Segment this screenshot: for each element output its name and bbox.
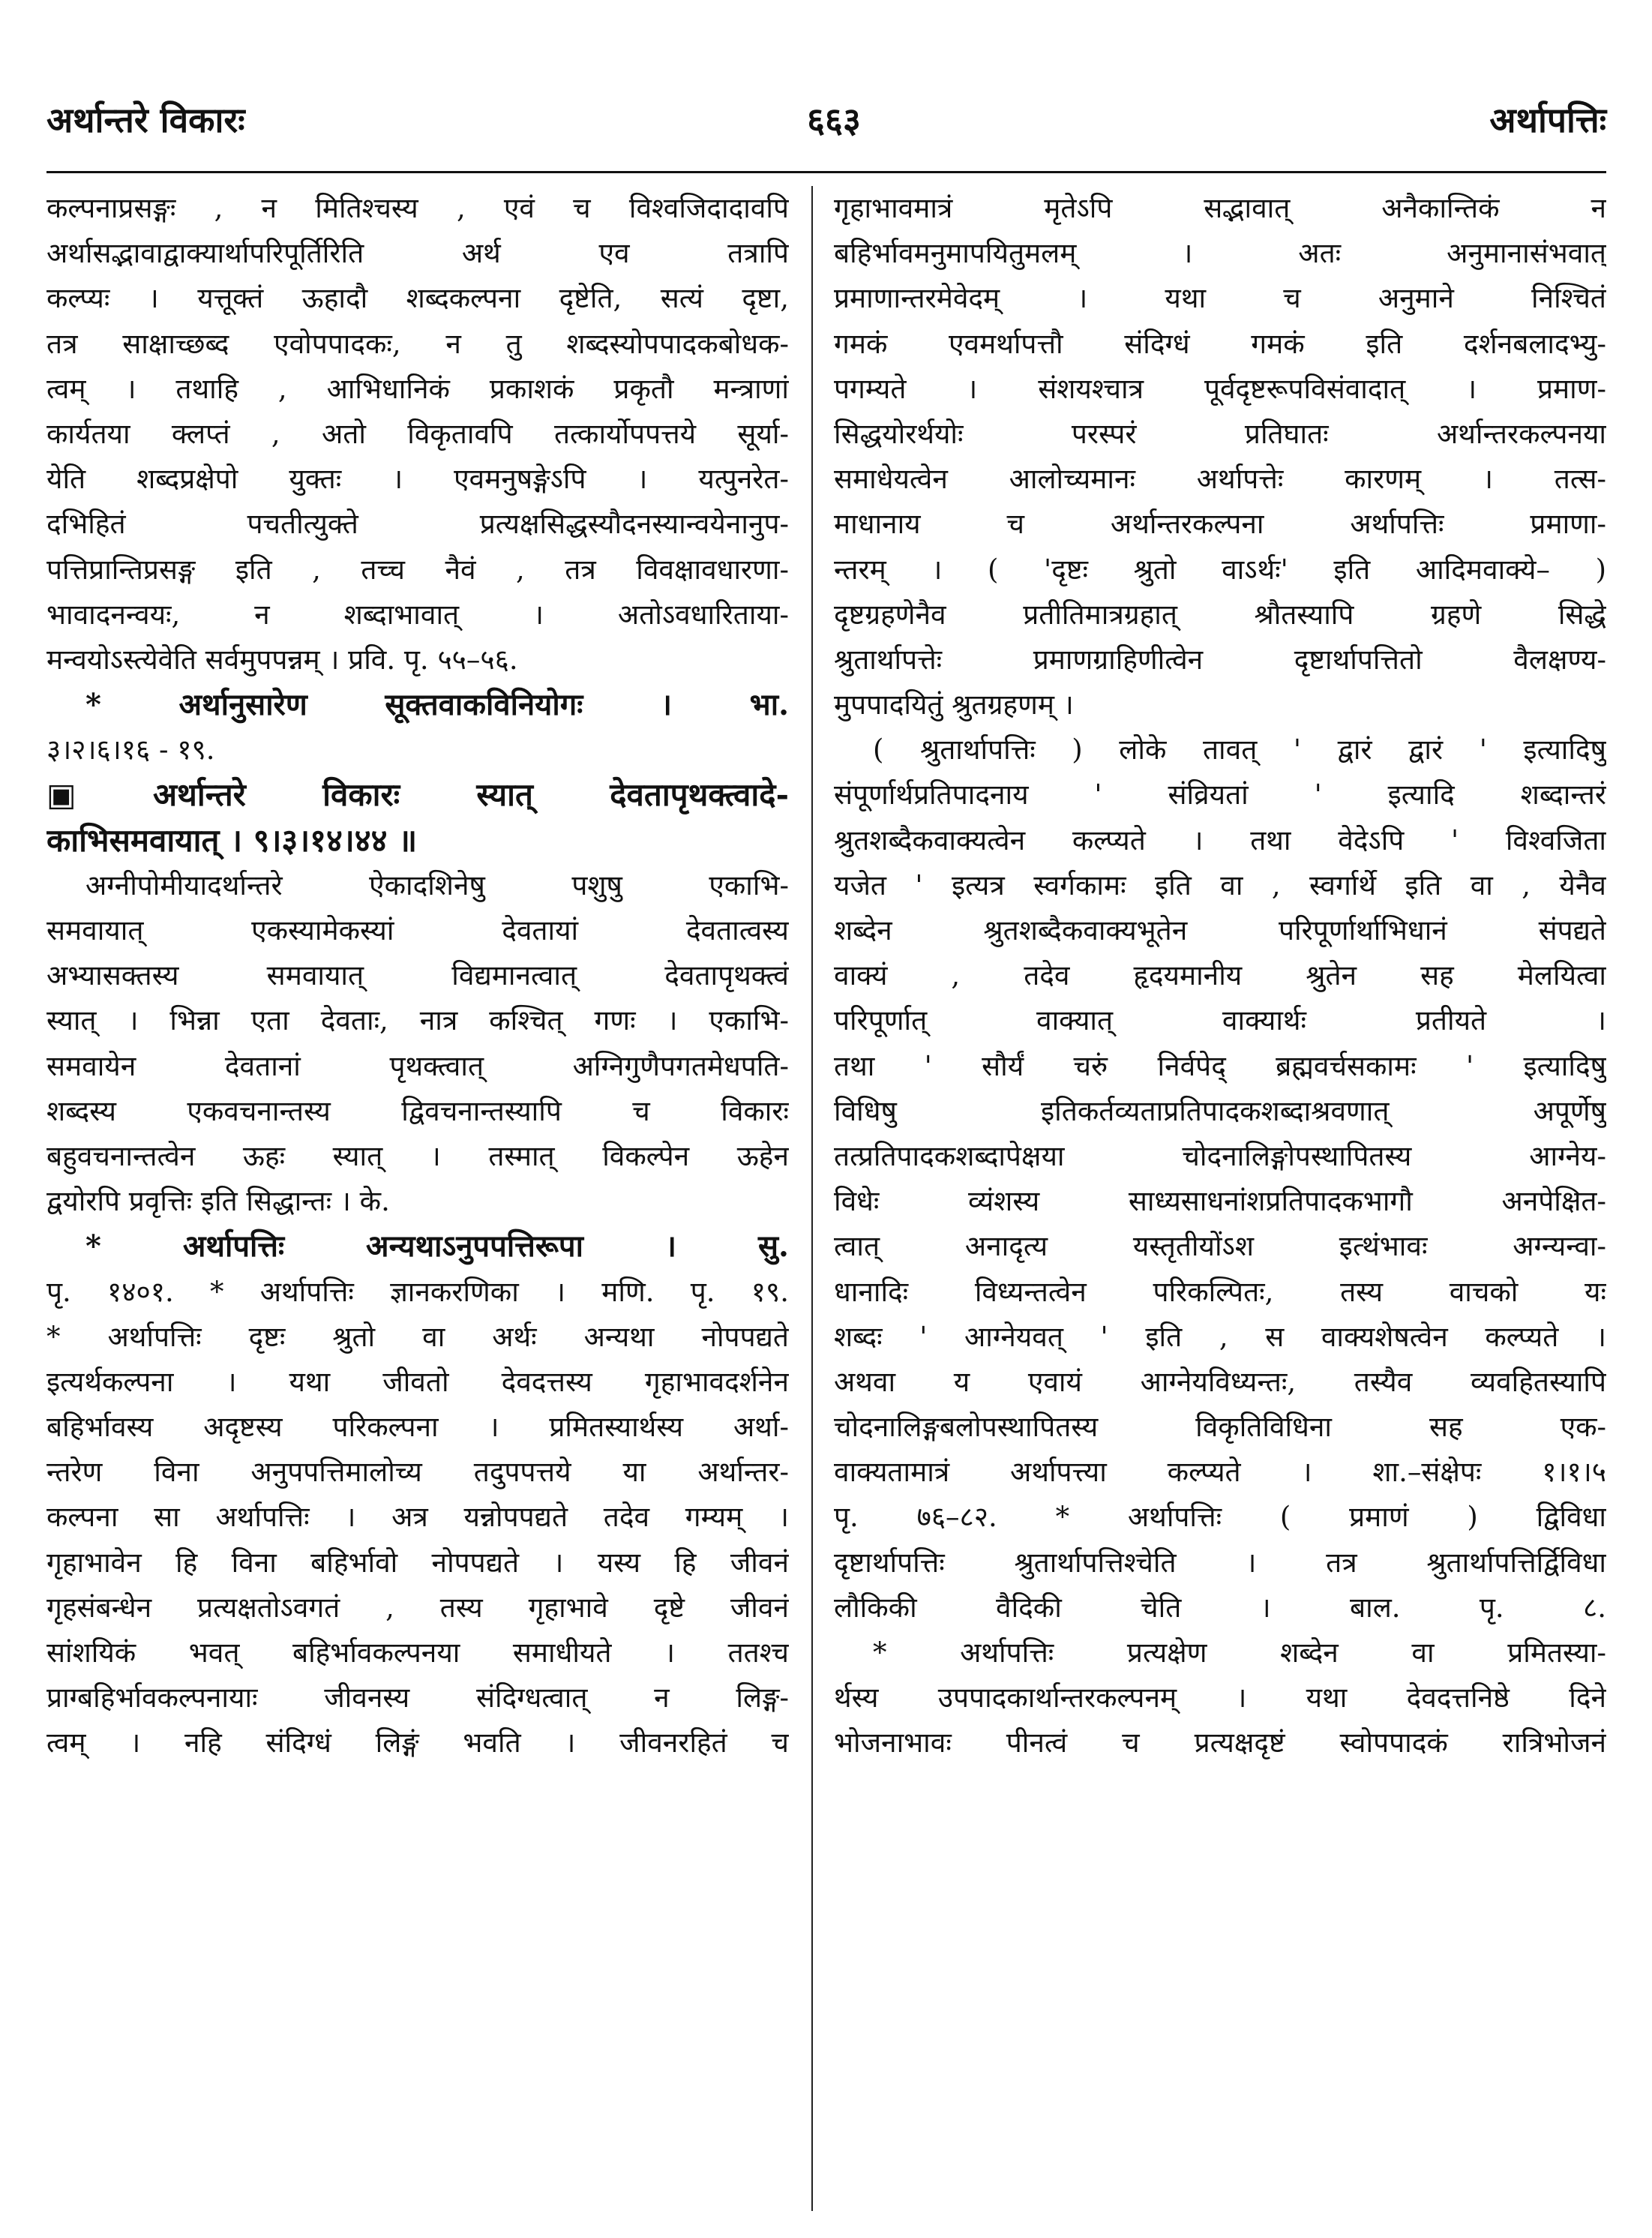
text-line: माधानाय च अर्थान्तरकल्पना अर्थापत्तिः प्रमाणा- bbox=[834, 508, 1606, 541]
text-line: लौकिकी वैदिकी चेति । बाल. पृ. ८. bbox=[834, 1591, 1606, 1624]
text-line: इत्यर्थकल्पना । यथा जीवतो देवदत्तस्य गृहाभावदर्शनेन bbox=[46, 1365, 789, 1398]
text-line: शब्दः ' आग्नेयवत् ' इति , स वाक्यशेषत्वेन कल्प्यते । bbox=[834, 1320, 1606, 1353]
left-column bbox=[46, 186, 789, 2211]
text-line: श्रुतशब्दैकवाक्यत्वेन कल्प्यते । तथा वेदेऽपि ' विश्वजिता bbox=[834, 824, 1606, 856]
text-line: कार्यतया क्लप्तं , अतो विकृतावपि तत्कार्योपपत्तये सूर्या- bbox=[46, 417, 789, 450]
text-line: धानादिः विध्यन्तत्वेन परिकल्पितः, तस्य वाचको यः bbox=[834, 1275, 1606, 1308]
text-line: यजेत ' इत्यत्र स्वर्गकामः इति वा , स्वर्गार्थे इति वा , येनैव bbox=[834, 868, 1606, 902]
text-line: गमकं एवमर्थापत्तौ संदिग्धं गमकं इति दर्शनबलादभ्यु- bbox=[834, 327, 1606, 360]
text-line: त्वम् । नहि संदिग्धं लिङ्गं भवति । जीवनरहितं च bbox=[46, 1726, 789, 1760]
text-line: संपूर्णार्थप्रतिपादनाय ' संव्रियतां ' इत्यादि शब्दान्तरं bbox=[834, 778, 1606, 812]
text-line: चोदनालिङ्गबलोपस्थापितस्य विकृतिविधिना सह एक- bbox=[834, 1411, 1606, 1444]
text-line: तथा ' सौर्यं चरुं निर्वपेद् ब्रह्मवर्चसकामः ' इत्यादिषु bbox=[834, 1049, 1606, 1082]
text-line: बहुवचनान्तत्वेन ऊहः स्यात् । तस्मात् विकल्पेन ऊहेन bbox=[46, 1139, 789, 1172]
text-line: ▣ अर्थान्तरे विकारः स्यात् देवतापृथक्त्वादे- bbox=[46, 776, 789, 814]
text-line: श्रुतार्थापत्तेः प्रमाणग्राहिणीत्वेन दृष्टार्थापत्तितो वैलक्षण्य- bbox=[834, 643, 1606, 676]
text-line: परिपूर्णात् वाक्यात् वाक्यार्थः प्रतीयते । bbox=[834, 1004, 1606, 1037]
text-line: मन्वयोऽस्त्येवेति सर्वमुपपन्नम् । प्रवि. पृ. ५५–५६. bbox=[46, 643, 518, 676]
text-line: गृहाभावेन हि विना बहिर्भावो नोपपद्यते । यस्य हि जीवनं bbox=[46, 1546, 789, 1579]
text-line: अथवा य एवायं आग्नेयविध्यन्तः, तस्यैव व्यवहितस्यापि bbox=[834, 1365, 1606, 1398]
running-head-left: अर्थान्तरे विकारः bbox=[46, 100, 245, 140]
text-line: स्यात् । भिन्ना एता देवताः, नात्र कश्चित् गणः । एकाभि- bbox=[46, 1004, 789, 1037]
running-head-right: अर्थापत्तिः bbox=[1489, 100, 1606, 140]
header-rule bbox=[46, 171, 1606, 173]
text-line: पृ. ७६–८२. * अर्थापत्तिः ( प्रमाणं ) द्विविधा bbox=[834, 1501, 1606, 1534]
text-line: अभ्यासक्तस्य समवायात् विद्यमानत्वात् देवतापृथक्त्वं bbox=[46, 959, 789, 992]
text-line: भोजनाभावः पीनत्वं च प्रत्यक्षदृष्टं स्वोपपादकं रात्रिभोजनं bbox=[834, 1726, 1606, 1760]
text-line: कल्पनाप्रसङ्गः , न मितिश्चस्य , एवं च विश्वजिदादावपि bbox=[46, 192, 789, 224]
text-line: * अर्थापत्तिः अन्यथाऽनुपपत्तिरूपा । सु. bbox=[85, 1228, 789, 1264]
text-line: वाक्यं , तदेव हृदयमानीय श्रुतेन सह मेलयित्वा bbox=[834, 959, 1606, 992]
text-line: काभिसमवायात् । ९।३।१४।४४ ॥ bbox=[46, 821, 418, 859]
text-line: वाक्यतामात्रं अर्थापत्त्या कल्प्यते । शा.–संक्षेपः १।१।५ bbox=[834, 1456, 1606, 1489]
right-column bbox=[834, 186, 1606, 2211]
text-line: न्तरेण विना अनुपपत्तिमालोच्य तदुपपत्तये या अर्थान्तर- bbox=[46, 1456, 789, 1489]
text-line: येति शब्दप्रक्षेपो युक्तः । एवमनुषङ्गेऽपि । यत्पुनरेत- bbox=[46, 463, 789, 496]
text-line: न्तरम् । ( 'दृष्टः श्रुतो वाऽर्थः' इति आदिमवाक्ये– ) bbox=[834, 553, 1606, 586]
column-divider bbox=[811, 186, 813, 2211]
text-line: गृहाभावमात्रं मृतेऽपि सद्भावात् अनैकान्तिकं न bbox=[834, 192, 1606, 224]
text-line: पत्तिप्रान्तिप्रसङ्ग इति , तच्च नैवं , तत्र विवक्षावधारणा- bbox=[46, 553, 789, 586]
text-line: दृष्टग्रहणेनैव प्रतीतिमात्रग्रहात् श्रौतस्यापि ग्रहणे सिद्धे bbox=[834, 598, 1606, 631]
text-line: * अर्थापत्तिः दृष्टः श्रुतो वा अर्थः अन्यथा नोपपद्यते bbox=[46, 1320, 789, 1353]
text-line: मुपपादयितुं श्रुतग्रहणम् । bbox=[834, 688, 1074, 722]
text-line: विधेः व्यंशस्य साध्यसाधनांशप्रतिपादकभागौ अनपेक्षित- bbox=[834, 1185, 1606, 1218]
text-line: * अर्थापत्तिः प्रत्यक्षेण शब्देन वा प्रमितस्या- bbox=[873, 1636, 1606, 1669]
text-line: पृ. १४०१. * अर्थापत्तिः ज्ञानकरणिका । मणि. पृ. १९. bbox=[46, 1275, 789, 1308]
text-line: अर्थासद्भावाद्वाक्यार्थापरिपूर्तिरिति अर्थ एव तत्रापि bbox=[46, 237, 789, 270]
text-line: कल्पना सा अर्थापत्तिः । अत्र यन्नोपपद्यते तदेव गम्यम् । bbox=[46, 1501, 789, 1534]
text-line: गृहसंबन्धेन प्रत्यक्षतोऽवगतं , तस्य गृहाभावे दृष्टे जीवनं bbox=[46, 1591, 789, 1624]
text-line: शब्दस्य एकवचनान्तस्य द्विवचनान्तस्यापि च विकारः bbox=[46, 1094, 789, 1127]
text-line: कल्प्यः । यत्तूक्तं ऊहादौ शब्दकल्पना दृष्टेति, सत्यं दृष्टा, bbox=[46, 282, 789, 315]
page-number: ६६३ bbox=[807, 100, 861, 140]
text-line: बहिर्भावमनुमापयितुमलम् । अतः अनुमानासंभवात् bbox=[834, 237, 1606, 270]
text-line: सांशयिकं भवत् बहिर्भावकल्पनया समाधीयते । ततश्च bbox=[46, 1636, 789, 1669]
text-line: अग्नीपोमीयादर्थान्तरे ऐकादशिनेषु पशुषु एकाभि- bbox=[85, 868, 789, 902]
text-line: दभिहितं पचतीत्युक्ते प्रत्यक्षसिद्धस्यौदनस्यान्वयेनानुप- bbox=[46, 508, 789, 541]
text-line: शब्देन श्रुतशब्दैकवाक्यभूतेन परिपूर्णार्थाभिधानं संपद्यते bbox=[834, 914, 1606, 946]
text-line: ३।२।६।१६ - १९. bbox=[46, 734, 215, 766]
text-line: ( श्रुतार्थापत्तिः ) लोके तावत् ' द्वारं द्वारं ' इत्यादिषु bbox=[873, 734, 1606, 766]
text-line: समाधेयत्वेन आलोच्यमानः अर्थापत्तेः कारणम् । तत्स- bbox=[834, 463, 1606, 496]
text-line: त्वात् अनादृत्य यस्तृतीयोंऽश इत्थंभावः अग्न्यन्वा- bbox=[834, 1230, 1606, 1263]
text-line: तत्प्रतिपादकशब्दापेक्षया चोदनालिङ्गोपस्थापितस्य आग्नेय- bbox=[834, 1139, 1606, 1172]
text-line: तत्र साक्षाच्छब्द एवोपपादकः, न तु शब्दस्योपपादकबोधक- bbox=[46, 327, 789, 360]
page-header bbox=[46, 90, 1606, 158]
text-line: सिद्धयोरर्थयोः परस्परं प्रतिघातः अर्थान्तरकल्पनया bbox=[834, 417, 1606, 450]
text-line: प्राग्बहिर्भावकल्पनायाः जीवनस्य संदिग्धत्वात् न लिङ्ग- bbox=[46, 1682, 789, 1714]
text-line: दृष्टार्थापत्तिः श्रुतार्थापत्तिश्चेति । तत्र श्रुतार्थापत्तिर्द्विविधा bbox=[834, 1546, 1606, 1579]
text-line: त्वम् । तथाहि , आभिधानिकं प्रकाशकं प्रकृतौ मन्त्राणां bbox=[46, 372, 789, 405]
text-line: * अर्थानुसारेण सूक्तवाकविनियोगः । भा. bbox=[85, 687, 789, 723]
text-line: समवायात् एकस्यामेकस्यां देवतायां देवतात्वस्य bbox=[46, 914, 789, 946]
text-line: र्थस्य उपपादकार्थान्तरकल्पनम् । यथा देवदत्तनिष्ठे दिने bbox=[834, 1682, 1606, 1714]
text-line: बहिर्भावस्य अदृष्टस्य परिकल्पना । प्रमितस्यार्थस्य अर्था- bbox=[46, 1411, 789, 1444]
text-line: समवायेन देवतानां पृथक्त्वात् अग्निगुणैपगतमेधपति- bbox=[46, 1049, 789, 1082]
text-line: पगम्यते । संशयश्चात्र पूर्वदृष्टरूपविसंवादात् । प्रमाण- bbox=[834, 372, 1606, 405]
text-line: प्रमाणान्तरमेवेदम् । यथा च अनुमाने निश्चितं bbox=[834, 282, 1606, 315]
text-line: भावादनन्वयः, न शब्दाभावात् । अतोऽवधारिताया- bbox=[46, 598, 789, 631]
text-line: विधिषु इतिकर्तव्यताप्रतिपादकशब्दाश्रवणात् अपूर्णेषु bbox=[834, 1094, 1606, 1127]
text-line: द्वयोरपि प्रवृत्तिः इति सिद्धान्तः । के. bbox=[46, 1185, 390, 1218]
